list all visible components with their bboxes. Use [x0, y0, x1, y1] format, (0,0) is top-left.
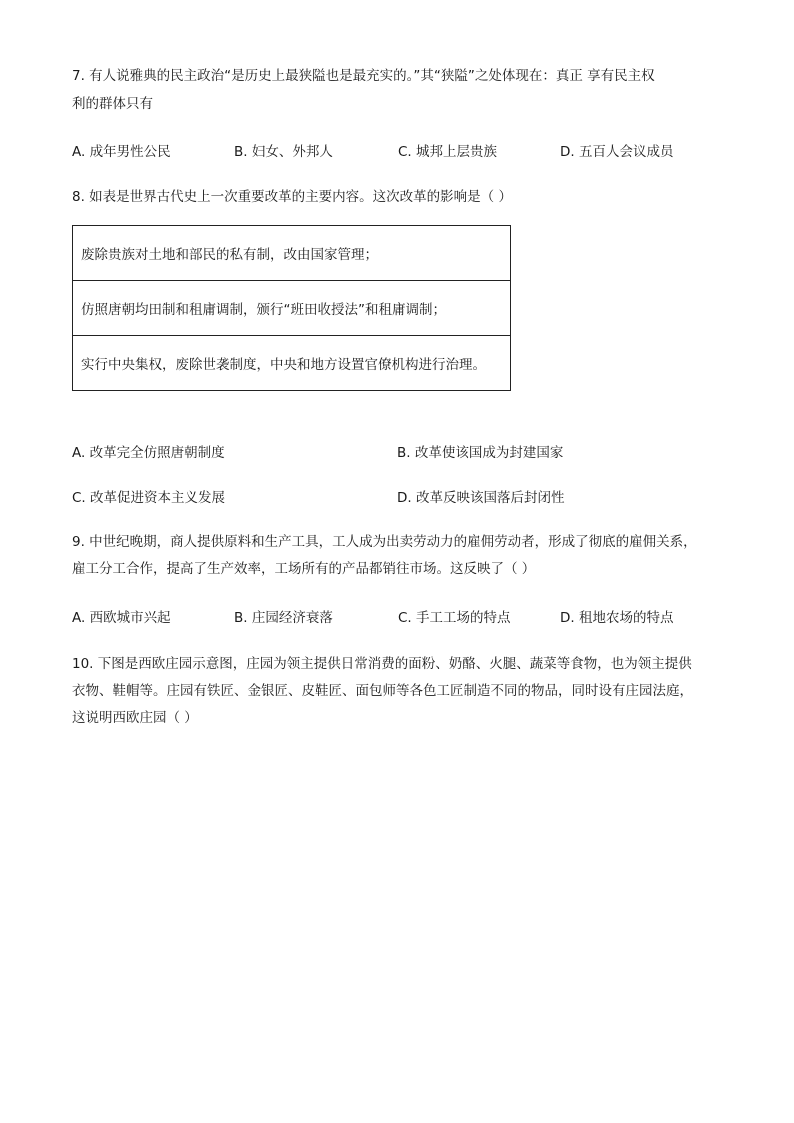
- question-8-option-b[interactable]: B. 改革使该国成为封建国家: [397, 445, 564, 461]
- question-8-options-row-2: [72, 488, 722, 508]
- question-10-stem-line-3: 这说明西欧庄园（ ）: [72, 710, 198, 726]
- question-7-option-b[interactable]: B. 妇女、外邦人: [234, 144, 333, 160]
- question-9-option-b[interactable]: B. 庄园经济衰落: [234, 610, 333, 626]
- question-7-option-a[interactable]: A. 成年男性公民: [72, 144, 171, 160]
- question-9-option-d[interactable]: D. 租地农场的特点: [560, 610, 674, 626]
- question-8-option-c[interactable]: C. 改革促进资本主义发展: [72, 490, 226, 506]
- question-10-stem-line-2: 衣物、鞋帽等。庄园有铁匠、金银匠、皮鞋匠、面包师等各色工匠制造不同的物品，同时设有庄园法庭，: [72, 683, 693, 699]
- question-7-stem-line-2: 利的群体只有: [72, 96, 153, 112]
- table-row: [73, 226, 511, 281]
- table-cell: 实行中央集权，废除世袭制度，中央和地方设置官僚机构进行治理。: [73, 336, 511, 391]
- question-7-options: [72, 142, 722, 162]
- table-cell: 仿照唐朝均田制和租庸调制，颁行“班田收授法”和租庸调制；: [73, 281, 511, 336]
- question-9-option-a[interactable]: A. 西欧城市兴起: [72, 610, 171, 626]
- table-row: [73, 336, 511, 391]
- question-9-stem-line-1: 9. 中世纪晚期，商人提供原料和生产工具，工人成为出卖劳动力的雇佣劳动者，形成了彻底的雇佣关系，: [72, 534, 697, 550]
- question-7-option-d[interactable]: D. 五百人会议成员: [560, 144, 674, 160]
- question-10: [72, 654, 693, 728]
- question-8-option-a[interactable]: A. 改革完全仿照唐朝制度: [72, 445, 225, 461]
- question-9-options: [72, 608, 722, 628]
- reform-table: [72, 225, 511, 391]
- question-7-option-c[interactable]: C. 城邦上层贵族: [398, 144, 498, 160]
- question-9: [72, 532, 697, 579]
- question-8-option-d[interactable]: D. 改革反映该国落后封闭性: [397, 490, 565, 506]
- question-10-stem-line-1: 10. 下图是西欧庄园示意图，庄园为领主提供日常消费的面粉、奶酪、火腿、蔬菜等食物，也为领主提供: [72, 656, 692, 672]
- table-cell: 废除贵族对土地和部民的私有制，改由国家管理；: [73, 226, 511, 281]
- question-7: [72, 66, 655, 114]
- question-9-option-c[interactable]: C. 手工工场的特点: [398, 610, 511, 626]
- table-row: [73, 281, 511, 336]
- question-8-stem: 8. 如表是世界古代史上一次重要改革的主要内容。这次改革的影响是（ ）: [72, 189, 512, 205]
- question-8-options-row-1: [72, 443, 722, 463]
- question-9-stem-line-2: 雇工分工合作，提高了生产效率，工场所有的产品都销往市场。这反映了（ ）: [72, 561, 536, 577]
- question-7-stem-line-1: 7. 有人说雅典的民主政治“是历史上最狭隘也是最充实的。”其“狭隘”之处体现在：真正 享有民主权: [72, 68, 655, 84]
